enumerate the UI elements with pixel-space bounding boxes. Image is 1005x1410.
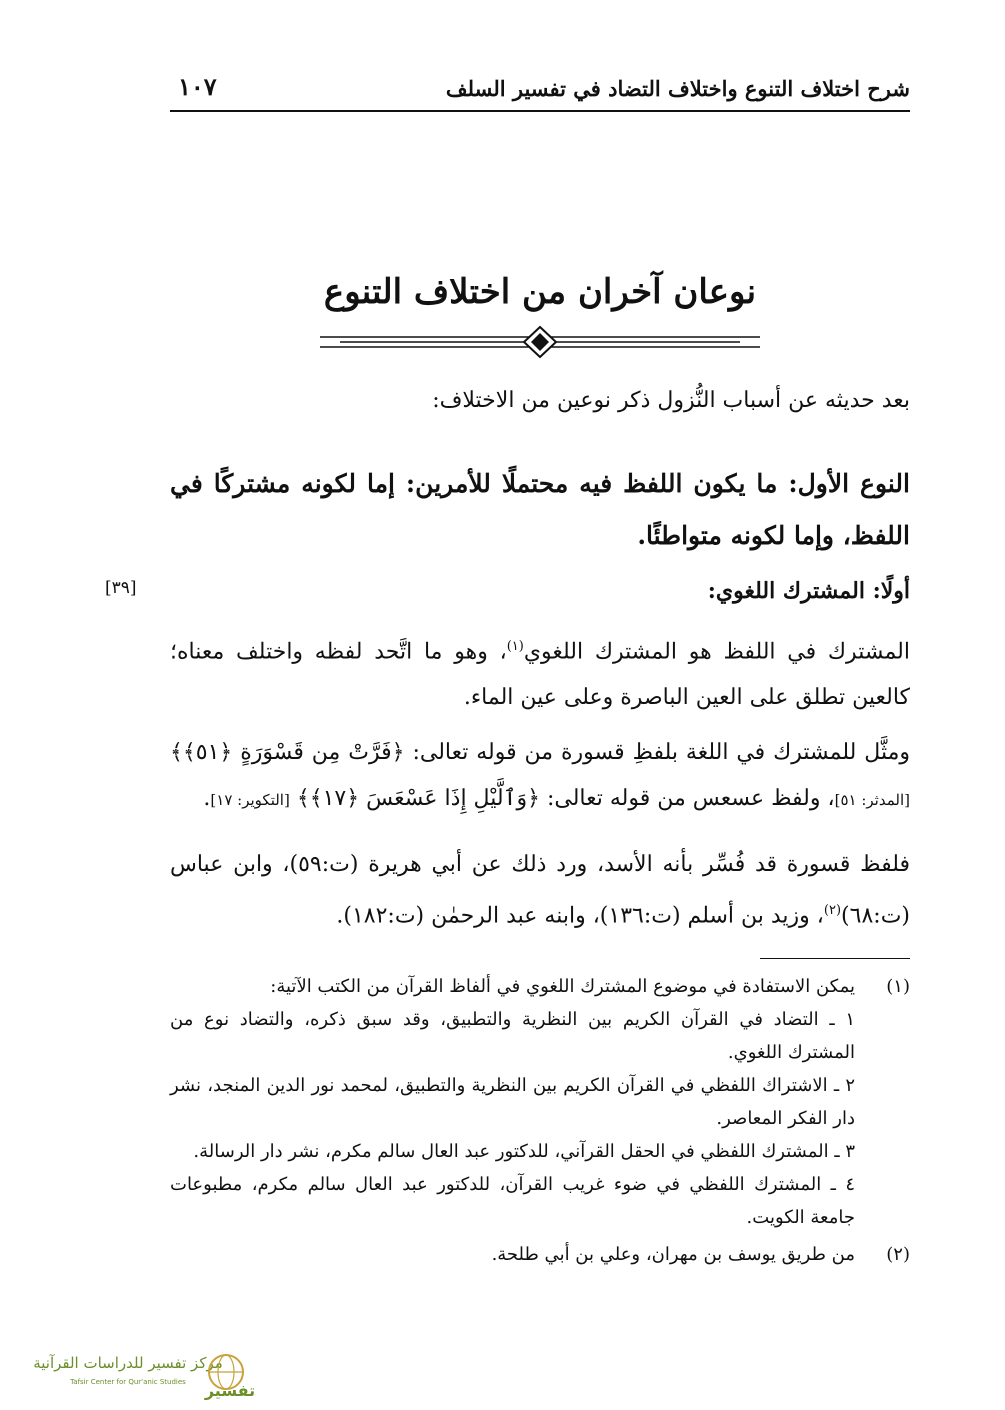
footnote-1 [170, 970, 910, 1234]
diamond-ornament-divider [320, 325, 760, 359]
section-title: نوعان آخران من اختلاف التنوع [323, 272, 757, 312]
logo-emblem-text: تفسير [204, 1381, 256, 1400]
para1-text-a: المشترك في اللفظ هو المشترك اللغوي [523, 639, 910, 665]
page-number: ١٠٧ [178, 72, 217, 101]
margin-page-ref: [٣٩] [105, 578, 137, 598]
para3-text-b: ، وزيد بن أسلم (ت:١٣٦)، وابنه عبد الرحمٰن (ت:١٨٢). [336, 903, 824, 929]
footnotes [170, 970, 910, 1271]
paragraph-definition [170, 624, 910, 721]
footnote-2-line: من طريق يوسف بن مهران، وعلي بن أبي طلحة. [491, 1244, 855, 1265]
footnote-1-line: ٣ ـ المشترك اللفظي في الحقل القرآني، للدكتور عبد العال سالم مكرم، نشر دار الرسالة. [193, 1141, 855, 1162]
header-rule [170, 110, 910, 112]
verse-ref-muddaththir: [المدثر: ٥١] [834, 791, 910, 809]
para2-text-b: ، ولفظ عسعس من قوله تعالى: ﴿وَٱلَّيْلِ إِذَا عَسْعَسَ ﴿١٧﴾﴾ [296, 786, 835, 811]
footnote-1-line: ١ ـ التضاد في القرآن الكريم بين النظرية والتطبيق، وقد سبق ذكره، والتضاد نوع من المشترك اللغوي. [170, 1009, 855, 1063]
sub-heading: أولًا: المشترك اللغوي: [707, 578, 910, 604]
para3-text-a: فلفظ قسورة قد فُسِّر بأنه الأسد، ورد ذلك عن أبي هريرة (ت:٥٩)، وابن عباس (ت:٦٨) [170, 852, 910, 929]
header-title: شرح اختلاف التنوع واختلاف التضاد في تفسير السلف [445, 76, 910, 101]
para1-text-b: ، وهو ما اتَّحد لفظه واختلف معناه؛ كالعين تطلق على العين الباصرة وعلى عين الماء. [170, 639, 910, 711]
intro-paragraph: بعد حديثه عن أسباب النُّزول ذكر نوعين من الاختلاف: [432, 388, 910, 413]
footnote-mark-2[interactable]: (٢) [823, 903, 842, 918]
footnote-1-line: ٤ ـ المشترك اللفظي في ضوء غريب القرآن، للدكتور عبد العال سالم مكرم، مطبوعات جامعة الكويت. [170, 1174, 855, 1228]
para2-text-c: . [203, 786, 211, 811]
footnote-1-line: يمكن الاستفادة في موضوع المشترك اللغوي في ألفاظ القرآن من الكتب الآتية: [270, 976, 855, 997]
tafsir-center-logo [8, 1348, 262, 1402]
paragraph-qaswara [170, 842, 910, 939]
para2-text-a: ومثَّل للمشترك في اللغة بلفظِ قسورة من قوله تعالى: ﴿فَرَّتْ مِن قَسْوَرَةٍ ﴿٥١﴾﴾ [170, 740, 910, 765]
footnote-1-number: (١) [886, 976, 910, 997]
footnote-separator [760, 958, 910, 959]
paragraph-examples [170, 730, 910, 823]
footnote-1-line: ٢ ـ الاشتراك اللفظي في القرآن الكريم بين النظرية والتطبيق، لمحمد نور الدين المنجد، نشر دار الفكر المعاصر. [170, 1075, 855, 1129]
running-header [170, 70, 910, 112]
logo-arabic-name: مركز تفسير للدراسات القرآنية [33, 1354, 223, 1372]
footnote-2-number: (٢) [886, 1244, 910, 1265]
first-type-paragraph: النوع الأول: ما يكون اللفظ فيه محتملًا للأمرين: إما لكونه مشتركًا في اللفظ، وإما لكونه متواطئًا. [170, 469, 910, 550]
footnote-mark-1[interactable]: (١) [506, 639, 524, 654]
footnote-2 [170, 1238, 910, 1271]
verse-ref-takwir: [التكوير: ١٧] [210, 791, 290, 809]
logo-english-name: Tafsir Center for Qur'anic Studies [70, 1378, 186, 1386]
